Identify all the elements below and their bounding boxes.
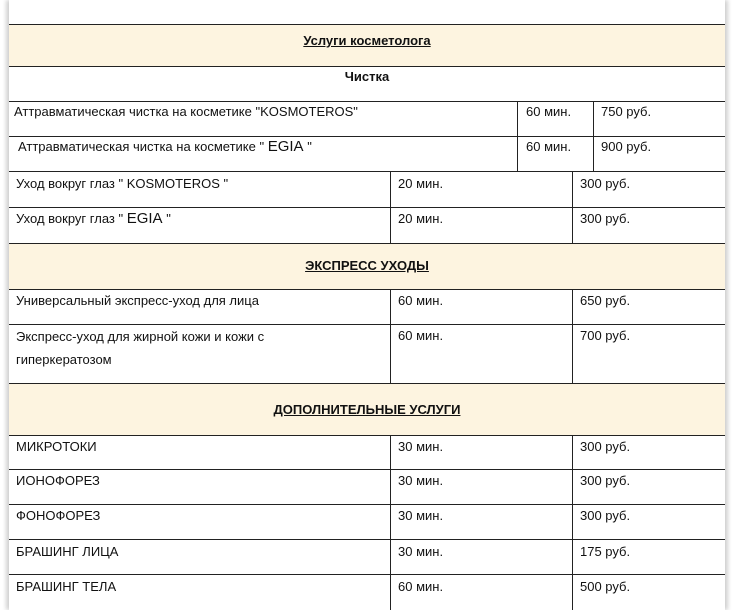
service-name: Уход вокруг глаз " EGIA " bbox=[16, 210, 171, 227]
rule bbox=[9, 24, 725, 25]
service-name: Экспресс-уход для жирной кожи и кожи с гиперкератозом bbox=[16, 329, 265, 367]
rule bbox=[9, 243, 725, 244]
column-divider bbox=[572, 289, 573, 383]
rule bbox=[9, 66, 725, 67]
service-duration: 30 мин. bbox=[398, 473, 444, 488]
service-name: Аттравматическая чистка на косметике " EGIA " bbox=[18, 138, 312, 155]
service-price: 300 руб. bbox=[580, 508, 631, 523]
service-price: 175 руб. bbox=[580, 544, 631, 559]
column-divider bbox=[572, 435, 573, 610]
service-duration: 60 мин. bbox=[398, 579, 444, 594]
column-divider bbox=[572, 171, 573, 244]
rule bbox=[9, 383, 725, 384]
service-name: ИОНОФОРЕЗ bbox=[16, 473, 100, 488]
column-divider bbox=[390, 171, 391, 244]
service-duration: 60 мин. bbox=[398, 328, 444, 343]
service-price: 900 руб. bbox=[601, 139, 652, 154]
column-divider bbox=[593, 101, 594, 171]
service-price: 300 руб. bbox=[580, 439, 631, 454]
service-name: Аттравматическая чистка на косметике "KOSMOTEROS" bbox=[14, 104, 358, 119]
service-price: 650 руб. bbox=[580, 293, 631, 308]
rule bbox=[9, 574, 725, 575]
service-name: БРАШИНГ ТЕЛА bbox=[16, 579, 117, 594]
service-duration: 20 мин. bbox=[398, 176, 444, 191]
service-duration: 30 мин. bbox=[398, 508, 444, 523]
rule bbox=[9, 171, 725, 172]
service-duration: 30 мин. bbox=[398, 439, 444, 454]
service-price: 500 руб. bbox=[580, 579, 631, 594]
service-price: 300 руб. bbox=[580, 211, 631, 226]
service-price: 750 руб. bbox=[601, 104, 652, 119]
service-name: МИКРОТОКИ bbox=[16, 439, 97, 454]
service-price: 300 руб. bbox=[580, 176, 631, 191]
column-divider bbox=[390, 435, 391, 610]
service-duration: 60 мин. bbox=[526, 104, 572, 119]
section-title-cosmetologist: Услуги косметолога bbox=[303, 33, 431, 48]
service-name: Уход вокруг глаз " KOSMOTEROS " bbox=[16, 176, 229, 191]
rule bbox=[9, 539, 725, 540]
service-price: 700 руб. bbox=[580, 328, 631, 343]
service-name: ФОНОФОРЕЗ bbox=[16, 508, 101, 523]
column-divider bbox=[517, 101, 518, 171]
section-title-cleaning: Чистка bbox=[344, 69, 390, 84]
service-duration: 30 мин. bbox=[398, 544, 444, 559]
service-price: 300 руб. bbox=[580, 473, 631, 488]
service-duration: 60 мин. bbox=[398, 293, 444, 308]
column-divider bbox=[390, 289, 391, 383]
section-title-additional: ДОПОЛНИТЕЛЬНЫЕ УСЛУГИ bbox=[273, 402, 461, 417]
service-duration: 20 мин. bbox=[398, 211, 444, 226]
section-title-express: ЭКСПРЕСС УХОДЫ bbox=[305, 258, 429, 273]
price-list-page bbox=[9, 0, 725, 610]
service-duration: 60 мин. bbox=[526, 139, 572, 154]
service-name: БРАШИНГ ЛИЦА bbox=[16, 544, 119, 559]
service-name: Универсальный экспресс-уход для лица bbox=[16, 293, 259, 308]
